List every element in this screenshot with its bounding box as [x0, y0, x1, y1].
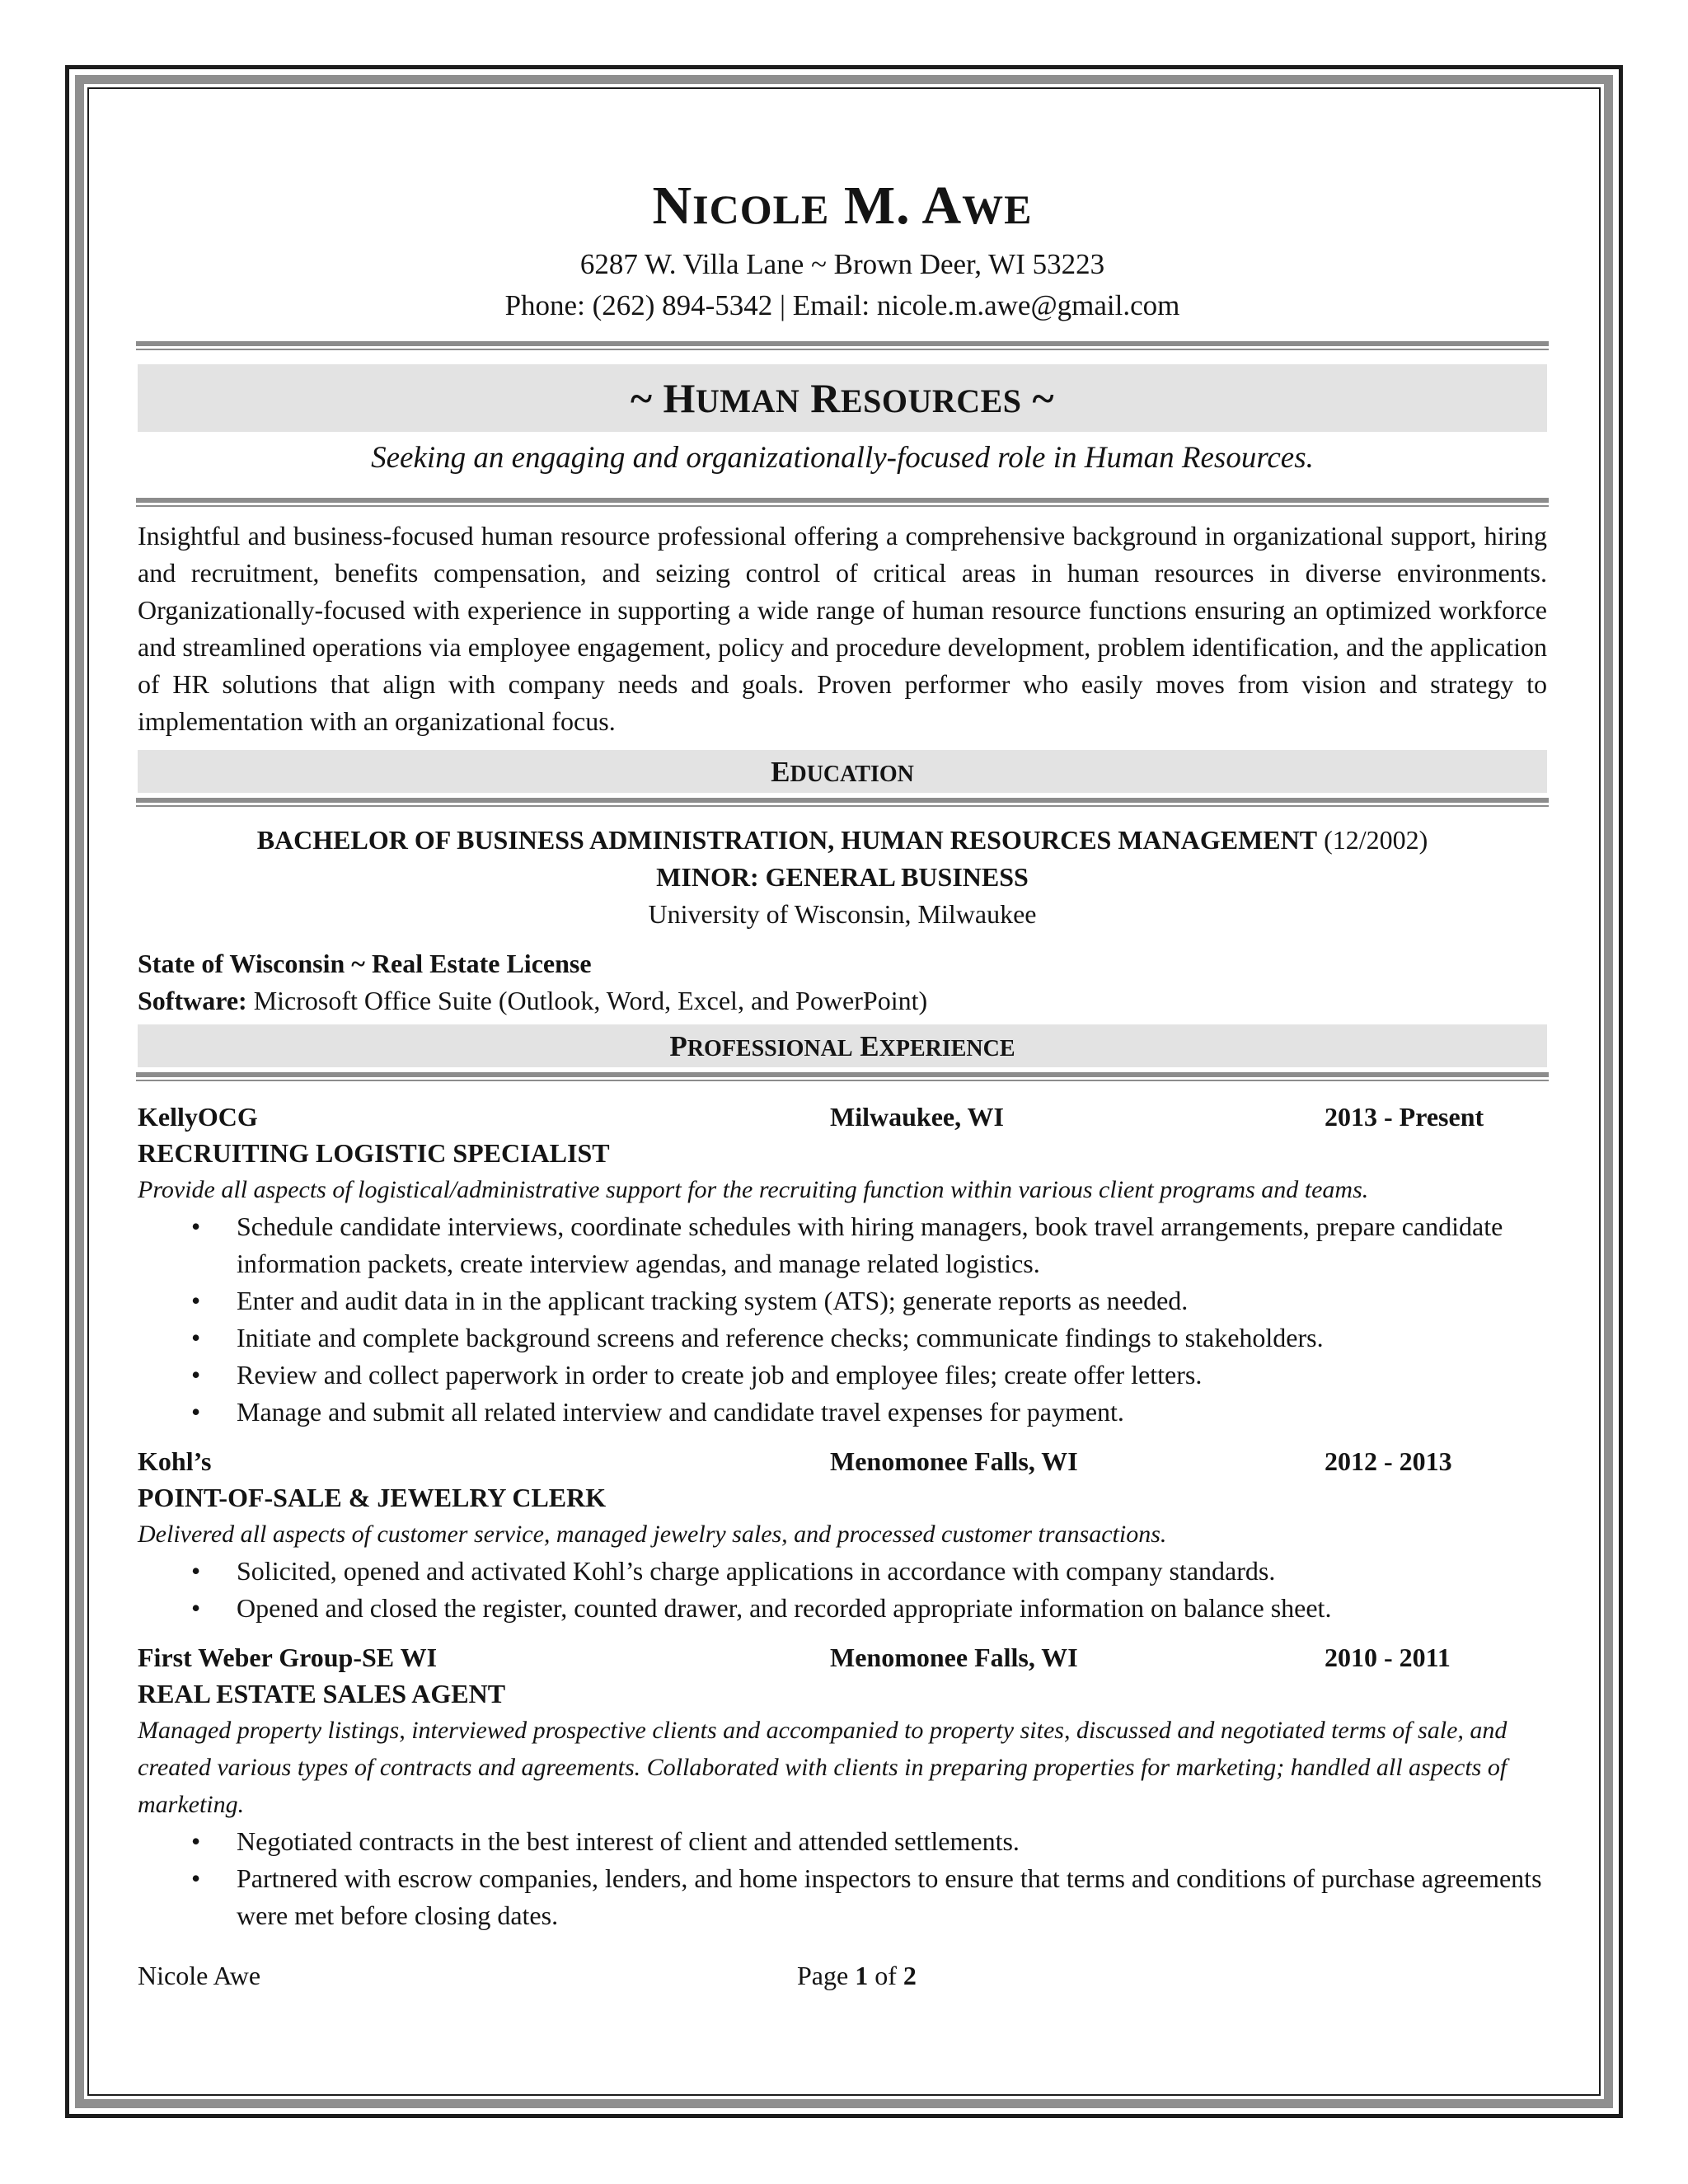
bullet-item: • Review and collect paperwork in order to create job and employee files; create offer letters.	[138, 1357, 1547, 1394]
job-title: RECRUITING LOGISTIC SPECIALIST	[138, 1138, 610, 1168]
company-name: Kohl’s	[138, 1446, 212, 1476]
page-number: Page 1 of 2	[797, 1961, 917, 1990]
bullet-item: • Opened and closed the register, counted drawer, and recorded appropriate information on balance sheet.	[138, 1590, 1547, 1627]
divider	[136, 1072, 1549, 1081]
job-bullets	[138, 1553, 1547, 1627]
job-dates: 2012 - 2013	[1325, 1446, 1452, 1476]
job-bullets	[138, 1208, 1547, 1431]
job-title: POINT-OF-SALE & JEWELRY CLERK	[138, 1483, 607, 1512]
degree: BACHELOR OF BUSINESS ADMINISTRATION, HUMAN RESOURCES MANAGEMENT (12/2002)	[256, 825, 1428, 855]
bullet-item: • Partnered with escrow companies, lenders, and home inspectors to ensure that terms and conditions of purchase agreements were met before closing dates.	[138, 1860, 1547, 1934]
company-name: First Weber Group-SE WI	[138, 1643, 438, 1672]
objective: Seeking an engaging and organizationally-focused role in Human Resources.	[371, 441, 1314, 475]
phone-email-line: Phone: (262) 894-5342 | Email: nicole.m.awe@gmail.com	[504, 289, 1180, 321]
bullet-item: • Enter and audit data in in the applicant tracking system (ATS); generate reports as needed.	[138, 1282, 1547, 1319]
job-dates: 2013 - Present	[1325, 1102, 1484, 1132]
job-location: Menomonee Falls, WI	[830, 1446, 1078, 1476]
software: Software: Microsoft Office Suite (Outlook, Word, Excel, and PowerPoint)	[138, 986, 928, 1015]
license: State of Wisconsin ~ Real Estate License	[138, 949, 592, 978]
job-description: Managed property listings, interviewed prospective clients and accompanied to property sites, discussed and negotiated terms of sale, and created various types of contracts and agreements. Collaborated with clients in preparing properties for marketing; handled all aspects of marketing.	[138, 1717, 1507, 1818]
school: University of Wisconsin, Milwaukee	[648, 899, 1037, 929]
bullet-item: • Initiate and complete background screens and reference checks; communicate findings to stakeholders.	[138, 1319, 1547, 1357]
bullet-item: • Negotiated contracts in the best interest of client and attended settlements.	[138, 1823, 1547, 1860]
job-bullets	[138, 1823, 1547, 1934]
divider	[136, 341, 1549, 350]
divider	[136, 498, 1549, 507]
address-line: 6287 W. Villa Lane ~ Brown Deer, WI 53223	[579, 248, 1105, 280]
resume-page	[138, 165, 1547, 1994]
bullet-item: • Schedule candidate interviews, coordinate schedules with hiring managers, book travel arrangements, prepare candidate information packets, create interview agendas, and manage related logistics.	[138, 1208, 1547, 1282]
job-entry	[138, 1099, 1547, 1431]
job-description: Delivered all aspects of customer service, managed jewelry sales, and processed customer transactions.	[138, 1521, 1167, 1548]
job-title: REAL ESTATE SALES AGENT	[138, 1679, 506, 1708]
job-description: Provide all aspects of logistical/administrative support for the recruiting function within various client programs and teams.	[138, 1176, 1369, 1203]
education-heading: EDUCATION	[138, 750, 1547, 793]
divider	[136, 798, 1549, 807]
bullet-item: • Manage and submit all related interview and candidate travel expenses for payment.	[138, 1394, 1547, 1431]
headline-band: ~ HUMAN RESOURCES ~	[138, 364, 1547, 432]
job-header	[138, 1640, 1547, 1675]
job-location: Milwaukee, WI	[830, 1102, 1004, 1132]
job-entry	[138, 1640, 1547, 1934]
page-footer	[138, 1957, 1547, 1994]
experience-heading: PROFESSIONAL EXPERIENCE	[138, 1024, 1547, 1067]
job-header	[138, 1099, 1547, 1135]
profile-summary: Insightful and business-focused human resource professional offering a comprehensive background in organizational support, hiring and recruitment, benefits compensation, and seizing control of critical areas in human resources in diverse environments. Organizationally-focused with experience in supporting a wide range of human resource functions ensuring an optimized workforce and streamlined operations via employee engagement, policy and procedure development, problem identification, and the application of HR solutions that align with company needs and goals. Proven performer who easily moves from vision and strategy to implementation with an organizational focus.	[138, 521, 1547, 736]
job-header	[138, 1444, 1547, 1479]
job-entry	[138, 1444, 1547, 1627]
footer-name: Nicole Awe	[138, 1961, 261, 1990]
candidate-name: NICOLE M. AWE	[652, 176, 1033, 236]
company-name: KellyOCG	[138, 1102, 258, 1132]
job-dates: 2010 - 2011	[1325, 1643, 1451, 1672]
minor: MINOR: GENERAL BUSINESS	[656, 862, 1029, 892]
bullet-item: • Solicited, opened and activated Kohl’s charge applications in accordance with company standards.	[138, 1553, 1547, 1590]
job-location: Menomonee Falls, WI	[830, 1643, 1078, 1672]
